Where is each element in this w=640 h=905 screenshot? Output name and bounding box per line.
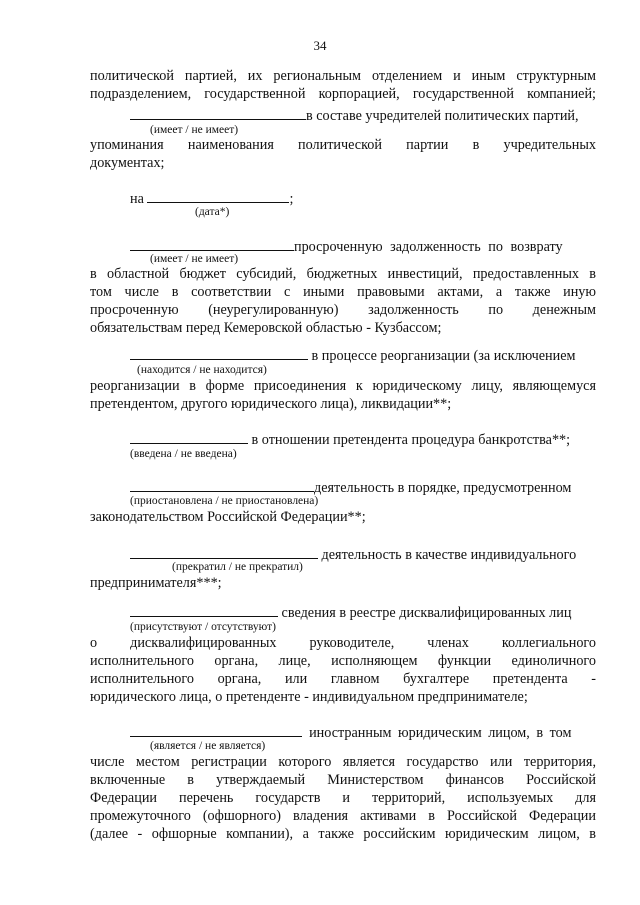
paragraph-line: обязательствам перед Кемеровской областью - Кузбассом; (90, 320, 442, 336)
paragraph-line: в областной бюджет субсидий, бюджетных инвестиций, предоставленных в (90, 266, 596, 282)
page-number: 34 (313, 38, 327, 53)
paragraph-line: о дисквалифицированных руководителе, членах коллегиального (90, 635, 596, 651)
blank-field-ceased[interactable] (130, 545, 318, 559)
form-row-text: в составе учредителей политических партий, (306, 108, 579, 124)
field-hint: (введена / не введена) (130, 448, 237, 460)
field-hint: (является / не является) (150, 740, 266, 752)
paragraph-line: исполнительного органа, или главном бухгалтере претендента - (90, 671, 596, 687)
paragraph-line: документах; (90, 155, 165, 171)
paragraph-line: числе местом регистрации которого является государство или территория, (90, 754, 596, 770)
field-hint: (находится / не находится) (137, 364, 267, 376)
field-hint: (прекратил / не прекратил) (172, 561, 303, 573)
paragraph-line: том числе в соответствии с иными правовыми актами, а также иную (90, 284, 596, 300)
paragraph-line: включенные в утверждаемый Министерством финансов Российской (90, 772, 596, 788)
form-row-text: иностранным юридическим лицом, в том (309, 725, 572, 741)
field-hint: (имеет / не имеет) (150, 253, 239, 265)
form-row-text: просроченную задолженность по возврату (294, 239, 563, 255)
field-hint: (присутствуют / отсутствуют) (130, 621, 276, 633)
form-row-date (130, 189, 430, 208)
form-row-text: деятельность в порядке, предусмотренном (314, 480, 572, 496)
paragraph-line: упоминания наименования политической партии в учредительных (90, 137, 596, 153)
field-hint: (приостановлена / не приостановлена) (130, 495, 319, 507)
form-row-text: в отношении претендента процедура банкротства**; (251, 432, 571, 448)
field-hint: (дата*) (195, 206, 230, 218)
paragraph-line: Федерации перечень государств и территорий, используемых для (90, 790, 596, 806)
form-row-text: сведения в реестре дисквалифицированных лиц (281, 605, 572, 621)
blank-field-has-party-founders[interactable] (130, 106, 306, 120)
blank-field-suspended[interactable] (130, 478, 314, 492)
paragraph-line: претендентом, другого юридического лица), ликвидации**; (90, 396, 452, 412)
paragraph-line: предпринимателя***; (90, 575, 222, 591)
paragraph-line: (далее - офшорные компании), а также российским юридическим лицом, в (90, 826, 596, 842)
form-row-text: деятельность в качестве индивидуального (321, 547, 577, 563)
paragraph-line: законодательством Российской Федерации**; (90, 509, 366, 525)
paragraph-line: исполнительного органа, лице, исполняющем функции единоличного (90, 653, 596, 669)
paragraph-line: юридического лица, о претенденте - индивидуальном предпринимателе; (90, 689, 528, 705)
form-row-text: в процессе реорганизации (за исключением (311, 348, 576, 364)
blank-field-in-reorganization[interactable] (130, 346, 308, 360)
form-row-text: ; (289, 191, 294, 207)
blank-field-has-overdue-debt[interactable] (130, 237, 294, 251)
blank-field-disqualified[interactable] (130, 603, 278, 617)
field-hint: (имеет / не имеет) (150, 124, 239, 136)
paragraph-line: политической партией, их региональным отделением и иным структурным (90, 68, 596, 84)
paragraph-line: промежуточного (офшорного) владения активами в Российской Федерации (90, 808, 596, 824)
paragraph-line: подразделением, государственной корпорацией, государственной компанией; (90, 86, 596, 102)
paragraph-line: реорганизации в форме присоединения к юридическому лицу, являющемуся (90, 378, 596, 394)
form-row-text: на (130, 191, 144, 207)
blank-field-foreign-entity[interactable] (130, 723, 302, 737)
blank-field-bankruptcy[interactable] (130, 430, 248, 444)
paragraph-line: просроченную (неурегулированную) задолженность по денежным (90, 302, 596, 318)
blank-field-date[interactable] (147, 189, 289, 203)
